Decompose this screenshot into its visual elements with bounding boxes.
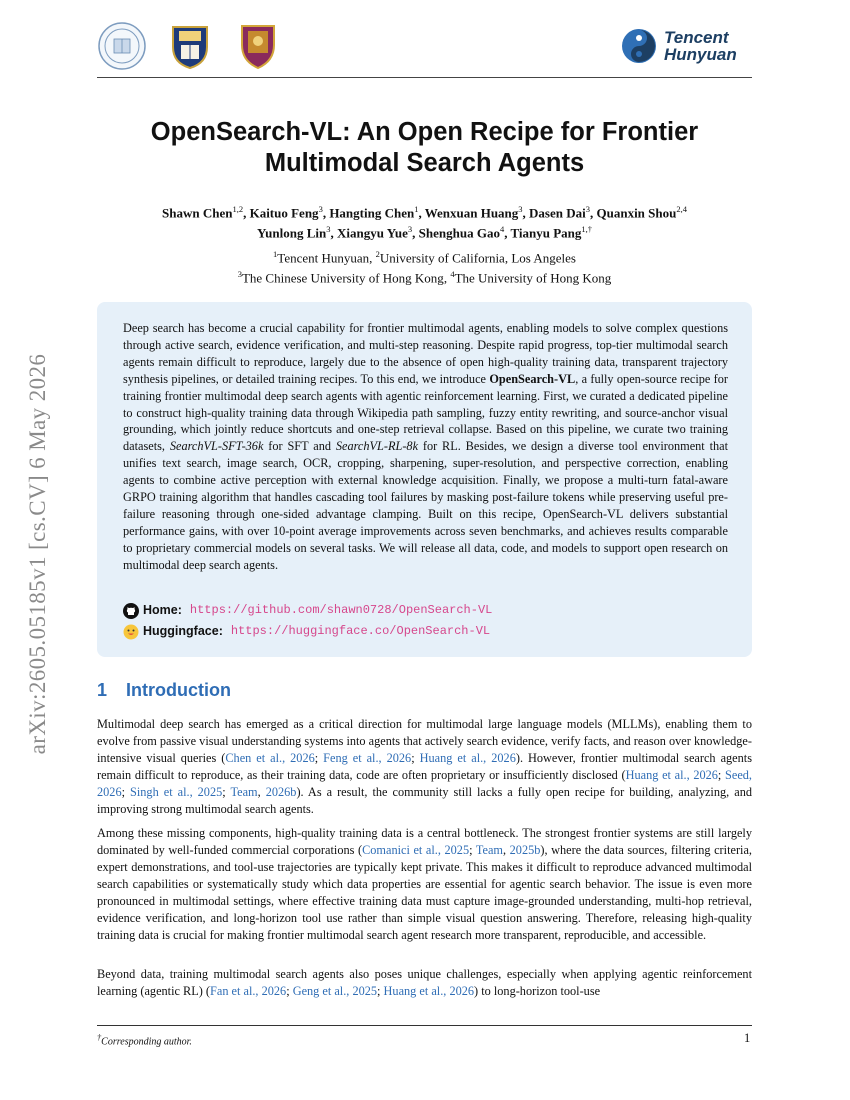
author: Hangting Chen bbox=[329, 205, 415, 221]
citation-link[interactable]: Feng et al., 2026 bbox=[323, 751, 412, 765]
header-rule bbox=[97, 77, 752, 78]
citation-link[interactable]: Fan et al., 2026 bbox=[210, 984, 287, 998]
intro-paragraph-1: Multimodal deep search has emerged as a critical direction for multimodal large language models (MLLMs), enabling them to evolve from passive visual understanding systems into agents that actively search evidence, verify facts, and reason over knowledge-intensive visual queries (Chen et al., 2026; Feng et al., 2026; Huang et al., 2026). However, frontier multimodal search agents remain difficult to reproduce, as their training data, code are often proprietary or insufficiently disclosed (Huang et al., 2026; Seed, 2026; Singh et al., 2025; Team, 2026b). As a result, the community still lacks a fully open recipe for building, analyzing, and improving strong multimodal search agents. bbox=[97, 717, 752, 816]
huggingface-icon bbox=[123, 624, 139, 640]
university-logos bbox=[97, 18, 283, 74]
author: Quanxin Shou bbox=[596, 205, 677, 221]
resource-links bbox=[123, 600, 492, 642]
ucla-seal-icon bbox=[97, 21, 147, 71]
author: Shenghua Gao bbox=[418, 225, 500, 241]
intro-paragraph-2: Among these missing components, high-quality training data is a central bottleneck. The strongest frontier systems are still largely dominated by well-funded commercial corporations (Comanici et al., 2025; Team, 2025b), where the data sources, filtering criteria, expert demonstrations, and tool-use trajectories are typically kept private. This makes it difficult to reproduce advanced multimodal search capabilities or systematically study which data properties are essential for agentic search behavior. The issue is even more pronounced in multimodal settings, where effective training data must capture image-grounded understanding, multi-hop retrieval, evidence verification, and long-horizon tool use rather than simple visual question answering. Therefore, releasing high-quality training data is crucial for making frontier multimodal search agent research more transparent, reproducible, and accessible. bbox=[97, 826, 752, 942]
citation-link[interactable]: Comanici et al., 2025 bbox=[362, 843, 470, 857]
citation-link[interactable]: 2025b bbox=[509, 843, 541, 857]
citation-link[interactable]: Seed, 2026 bbox=[97, 768, 752, 799]
author: Wenxuan Huang bbox=[424, 205, 519, 221]
citation-link[interactable]: Huang et al., 2026 bbox=[383, 984, 475, 998]
author: Dasen Dai bbox=[529, 205, 586, 221]
paper-title: OpenSearch-VL: An Open Recipe for Frontier Multimodal Search Agents bbox=[150, 118, 699, 177]
page-number: 1 bbox=[744, 1031, 751, 1045]
abstract-text: Deep search has become a crucial capability for frontier multimodal agents, enabling models to solve complex questions through active search, evidence verification, and multi-step reasoning. Despite rapid progress, top-tier multimodal search agents remain difficult to reproduce, largely due to the absence of open high-quality training data, transparent trajectory synthesis pipelines, or detailed training recipes. To this end, we introduce OpenSearch-VL, a fully open-source recipe for training frontier multimodal deep search agents with agentic reinforcement learning. First, we curated a dedicated pipeline to construct high-quality training data through Wikipedia path sampling, fuzzy entity rewriting, and source-anchor visual grounding, which jointly reduce shortcuts and one-step retrieval collapse. Based on this pipeline, we curate two training datasets, SearchVL-SFT-36k for SFT and SearchVL-RL-8k for RL. Besides, we design a diverse tool environment that unifies text search, image search, OCR, cropping, sharpening, super-resolution, and perspective correction, enabling agents to combine active perception with external knowledge acquisition. Finally, we propose a multi-turn fatal-aware GRPO training algorithm that handles cascading tool failures by masking post-failure tokens while preserving useful pre-failure reasoning through one-sided advantage clamping. Built on this recipe, OpenSearch-VL delivers substantial performance gains, with over 10-point average improvements across seven benchmarks, and achieves results comparable to proprietary commercial models on several tasks. We will release all data, code, and models to support open research on multimodal deep search agents. bbox=[123, 321, 729, 572]
hku-crest-icon bbox=[165, 21, 215, 71]
tencent-hunyuan-logo bbox=[620, 27, 737, 65]
intro-paragraph-3: Beyond data, training multimodal search agents also poses unique challenges, especially when applying agentic reinforcement learning (agentic RL) (Fan et al., 2026; Geng et al., 2025; Huang et al., 2026) to long-horizon tool-use bbox=[97, 967, 752, 998]
citation-link[interactable]: Geng et al., 2025 bbox=[292, 984, 378, 998]
affiliation: University of California, Los Angeles bbox=[379, 250, 576, 266]
github-link[interactable]: https://github.com/shawn0728/OpenSearch-VL bbox=[189, 603, 493, 617]
author-list: Shawn Chen$^{1,2}$, Kaituo Feng$^3$, Hangting Chen$^1$, Wenxuan Huang$^3$, Dasen Dai$^3$, Quanxin Shou$^{2,4}$ Yunlong Lin$^3$, Xiangyu Yue$^3$, Shenghua Gao$^4$, Tianyu Pang$^{1,\dagger}$ bbox=[162, 204, 687, 241]
section-heading: 1 Introduction bbox=[97, 680, 231, 700]
author: Shawn Chen bbox=[162, 205, 233, 221]
github-icon bbox=[123, 603, 139, 619]
citation-link[interactable]: Singh et al., 2025 bbox=[130, 785, 223, 799]
author: Xiangyu Yue bbox=[336, 225, 408, 241]
affiliation: The University of Hong Kong bbox=[454, 270, 612, 286]
citation-link[interactable]: 2026b bbox=[265, 785, 297, 799]
citation-link[interactable]: Huang et al., 2026 bbox=[419, 751, 516, 765]
author: Kaituo Feng bbox=[249, 205, 319, 221]
affiliation: The Chinese University of Hong Kong bbox=[241, 270, 444, 286]
huggingface-link[interactable]: https://huggingface.co/OpenSearch-VL bbox=[230, 624, 491, 638]
citation-link[interactable]: Team bbox=[230, 785, 258, 799]
footnote-rule bbox=[97, 1025, 752, 1026]
huggingface-label: Huggingface: bbox=[143, 624, 223, 638]
hunyuan-swirl-icon bbox=[620, 27, 658, 65]
author: Yunlong Lin bbox=[256, 225, 327, 241]
affiliations: $^1$Tencent Hunyuan, $^2$University of California, Los Angeles $^3$The Chinese University of Hong Kong, $^4$The University of Hong Kong bbox=[237, 249, 612, 286]
brand-wordmark: Tencent Hunyuan bbox=[664, 28, 737, 64]
arxiv-identifier: arXiv:2605.05185v1 [cs.CV] 6 May 2026 bbox=[25, 353, 50, 755]
author: Tianyu Pang bbox=[510, 225, 582, 241]
citation-link[interactable]: Team bbox=[475, 843, 503, 857]
cuhk-crest-icon bbox=[233, 21, 283, 71]
citation-link[interactable]: Huang et al., 2026 bbox=[625, 768, 718, 782]
footnote: †Corresponding author. bbox=[97, 1033, 192, 1048]
home-label: Home: bbox=[143, 603, 182, 617]
citation-link[interactable]: Chen et al., 2026 bbox=[225, 751, 315, 765]
affiliation: Tencent Hunyuan bbox=[277, 250, 370, 266]
